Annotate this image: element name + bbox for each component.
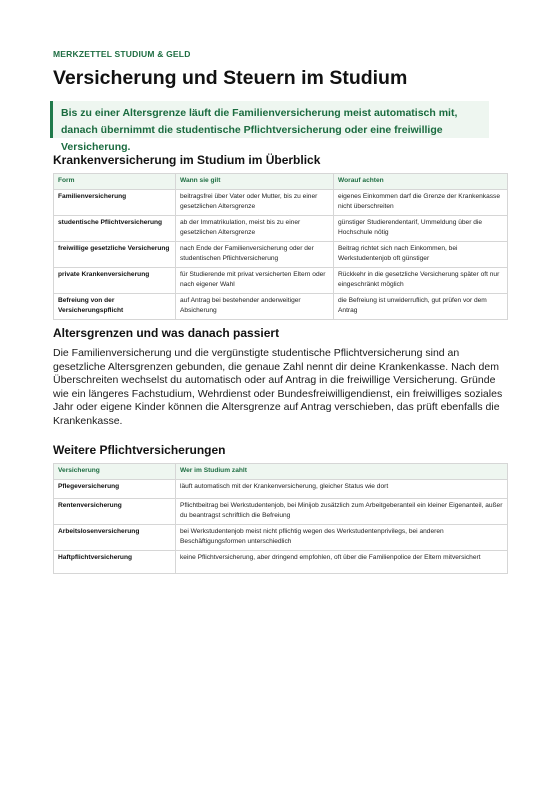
table-cell: beitragsfrei über Vater oder Mutter, bis zu einer gesetzlichen Altersgrenze (176, 189, 334, 215)
column-header: Wann sie gilt (176, 174, 334, 190)
table-row (54, 479, 508, 498)
table-cell: Befreiung von der Versicherungspflicht (54, 293, 176, 319)
table-header-row (54, 464, 508, 480)
callout-text: Bis zu einer Altersgrenze läuft die Familienversicherung meist automatisch mit, danach übernimmt die studentische Pflichtversicherung oder eine freiwillige Versicherung. (61, 107, 458, 153)
table-cell: Rückkehr in die gesetzliche Versicherung später oft nur eingeschränkt möglich (334, 267, 508, 293)
page-title: Versicherung und Steuern im Studium (53, 67, 408, 89)
other-insurance-table (53, 463, 508, 574)
table-cell: eigenes Einkommen darf die Grenze der Krankenkasse nicht überschreiten (334, 189, 508, 215)
table-row (54, 215, 508, 241)
kicker-label: MERKZETTEL STUDIUM & GELD (53, 49, 191, 59)
table-cell: Haftpflichtversicherung (54, 550, 176, 573)
column-header: Form (54, 174, 176, 190)
table-row (54, 293, 508, 319)
table-cell: ab der Immatrikulation, meist bis zu einer gesetzlichen Altersgrenze (176, 215, 334, 241)
table-cell: studentische Pflichtversicherung (54, 215, 176, 241)
table-row (54, 267, 508, 293)
column-header: Worauf achten (334, 174, 508, 190)
table-cell: auf Antrag bei bestehender anderweitiger Absicherung (176, 293, 334, 319)
section-heading-other-insurance: Weitere Pflichtversicherungen (53, 443, 226, 457)
table-cell: die Befreiung ist unwiderruflich, gut prüfen vor dem Antrag (334, 293, 508, 319)
age-limits-paragraph: Die Familienversicherung und die vergünstigte studentische Pflichtversicherung sind an gesetzliche Altersgrenzen gebunden, die genaue Zahl nennt dir deine Krankenkasse. Nach dem Überschreiten wechselst du automatisch oder auf Antrag in die freiwillige Versicherung. Gründe wie ein längeres Fachstudium, Wehrdienst oder Bundesfreiwilligendienst, ein freiwilliges soziales Jahr oder eigene Kinder können die Altersgrenze auf Antrag verschieben, das prüft ebenfalls die Krankenkasse. (53, 347, 503, 427)
table-row (54, 189, 508, 215)
table-cell: nach Ende der Familienversicherung oder der studentischen Pflichtversicherung (176, 241, 334, 267)
table-row (54, 498, 508, 524)
health-insurance-table (53, 173, 508, 320)
table-cell: Familienversicherung (54, 189, 176, 215)
table-cell: private Krankenversicherung (54, 267, 176, 293)
table-row (54, 524, 508, 550)
table-cell: für Studierende mit privat versicherten Eltern oder nach eigener Wahl (176, 267, 334, 293)
section-heading-health-overview: Krankenversicherung im Studium im Überblick (53, 153, 321, 167)
table-cell: läuft automatisch mit der Krankenversicherung, gleicher Status wie dort (176, 479, 508, 498)
table-cell: Rentenversicherung (54, 498, 176, 524)
table-cell: Beitrag richtet sich nach Einkommen, bei Werkstudentenjob oft günstiger (334, 241, 508, 267)
column-header: Wer im Studium zahlt (176, 464, 508, 480)
table-cell: günstiger Studierendentarif, Ummeldung über die Hochschule nötig (334, 215, 508, 241)
table-row (54, 550, 508, 573)
table-cell: Pflichtbeitrag bei Werkstudentenjob, bei Minijob zusätzlich zum Arbeitgeberanteil ein kleiner Eigenanteil, außer du beantragst schriftlich die Befreiung (176, 498, 508, 524)
table-cell: Pflegeversicherung (54, 479, 176, 498)
table-cell: Arbeitslosenversicherung (54, 524, 176, 550)
table-cell: keine Pflichtversicherung, aber dringend empfohlen, oft über die Familienpolice der Eltern mitversichert (176, 550, 508, 573)
table-row (54, 241, 508, 267)
section-heading-age-limits: Altersgrenzen und was danach passiert (53, 326, 280, 340)
table-cell: freiwillige gesetzliche Versicherung (54, 241, 176, 267)
table-header-row (54, 174, 508, 190)
column-header: Versicherung (54, 464, 176, 480)
callout-box (50, 101, 489, 153)
table-cell: bei Werkstudentenjob meist nicht pflichtig wegen des Werkstudentenprivilegs, bei anderen Beschäftigungsformen unterschiedlich (176, 524, 508, 550)
